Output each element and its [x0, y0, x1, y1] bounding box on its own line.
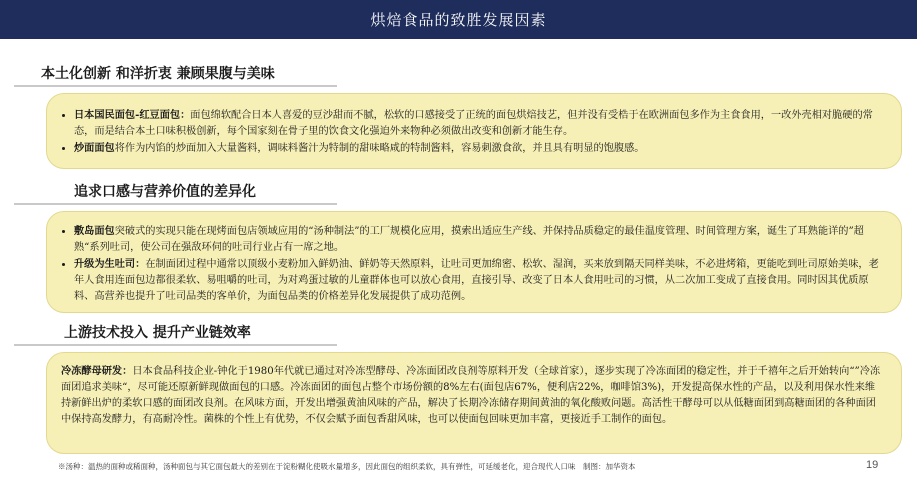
content-box-upstream	[46, 352, 902, 454]
content-box-localization	[46, 93, 902, 169]
bullet-item-fresh-toast	[74, 256, 883, 305]
bullet-text: 面包绵软配合日本人喜爱的豆沙甜而不腻，松软的口感接受了正统的面包烘焙技艺，但并没有受梏于在欧洲面包多作为主食食用，一改外壳相对脆硬的常态，而是结合本土口味积极创新，每个国家刻在骨子里的饮食文化强迫外来物种必须做出改变和创新才能生存。	[74, 110, 873, 137]
section-heading-localization: 本土化创新 和洋折衷 兼顾果腹与美味	[41, 66, 275, 82]
paragraph-text: 日本食品科技企业-钟化于1980年代就已通过对冷冻型酵母、冷冻面团改良剂等原料开发（全球首家），逐步实现了冷冻面团的稳定性，并于千禧年之后开始转向“”冷冻面团追求美味“，尽可能还原新鲜现做面包的口感。冷冻面团的面包占整个市场份额的8%左右(面包店67%，便利店22%，咖啡馆3%)，开发提高保水性的产品，以及利用保水性来维持新鲜出炉的柔软口感的面团改良剂。在风味方面，开发出增强黄油风味的产品，解决了长期冷冻储存期间黄油的氧化酸败问题。高活性干酵母可以从低糖面团到高糖面团的各种面团中保持高发酵力，有高耐冷性。菌株的个性上有优势，不仅会赋予面包香甜风味，也可以使面包回味更加丰富，更接近手工制作的面包。	[61, 366, 881, 425]
section-heading-upstream: 上游技术投入 提升产业链效率	[64, 325, 251, 341]
page-number: 19	[866, 459, 879, 471]
bullet-item-shikishima	[74, 223, 883, 256]
page-title: 烘焙食品的致胜发展因素	[370, 11, 547, 29]
bullet-list	[59, 107, 883, 157]
bullet-item-red-bean-bread	[74, 107, 883, 140]
bullet-lead: 日本国民面包-红豆面包：	[74, 109, 191, 121]
bullet-text: 在制面团过程中通常以顶级小麦粉加入鲜奶油、鲜奶等天然原料，让吐司更加绵密、松软、湿润，买来放到隔天同样美味，不必进烤箱，更能吃到吐司原始美味，老年人食用连面包边都很柔软、易咀嚼的吐司，为对鸡蛋过敏的儿童群体也可以放心食用，直接引导、改变了日本人食用吐司的习惯，从二次加工变成了直接食用。同时因其优质原料、高营养也提升了吐司品类的客单价，为面包品类的价格差异化发展提供了成功范例。	[74, 259, 879, 302]
bullet-lead: 敷岛面包	[74, 225, 115, 237]
section-heading-differentiation: 追求口感与营养价值的差异化	[74, 184, 256, 200]
title-bar	[0, 0, 917, 39]
bullet-list	[59, 223, 883, 305]
section-underline	[14, 344, 337, 346]
bullet-text: 将作为内馅的炒面加入大量酱料，调味料酱汁为特制的甜味略咸的特制酱料，容易刺激食欲，并且具有明显的饱腹感。	[114, 143, 645, 154]
paragraph-frozen-yeast	[61, 363, 883, 428]
section-underline	[14, 85, 337, 87]
bullet-text: 突破式的实现只能在现烤面包店领域应用的“汤种制法”的工厂规模化应用，摸索出适应生产线、并保持品质稳定的最佳温度管理、时间管理方案，诞生了耳熟能详的”超熟“系列吐司，使公司在强敌环伺的吐司行业占有一席之地。	[74, 226, 864, 253]
content-box-differentiation	[46, 211, 902, 313]
bullet-lead: 升级为生吐司：	[74, 258, 146, 270]
footnote: ※汤种：温热的面种或稀面种，汤种面包与其它面包最大的差别在于淀粉糊化使吸水量增多，因此面包的组织柔软，具有弹性，可延缓老化，迎合现代人口味 制图：加华资本	[58, 462, 636, 471]
bullet-lead: 炒面面包	[74, 142, 115, 154]
paragraph-lead: 冷冻酵母研发：	[61, 365, 133, 377]
section-underline	[14, 203, 337, 205]
bullet-item-yakisoba-bread	[74, 140, 883, 157]
